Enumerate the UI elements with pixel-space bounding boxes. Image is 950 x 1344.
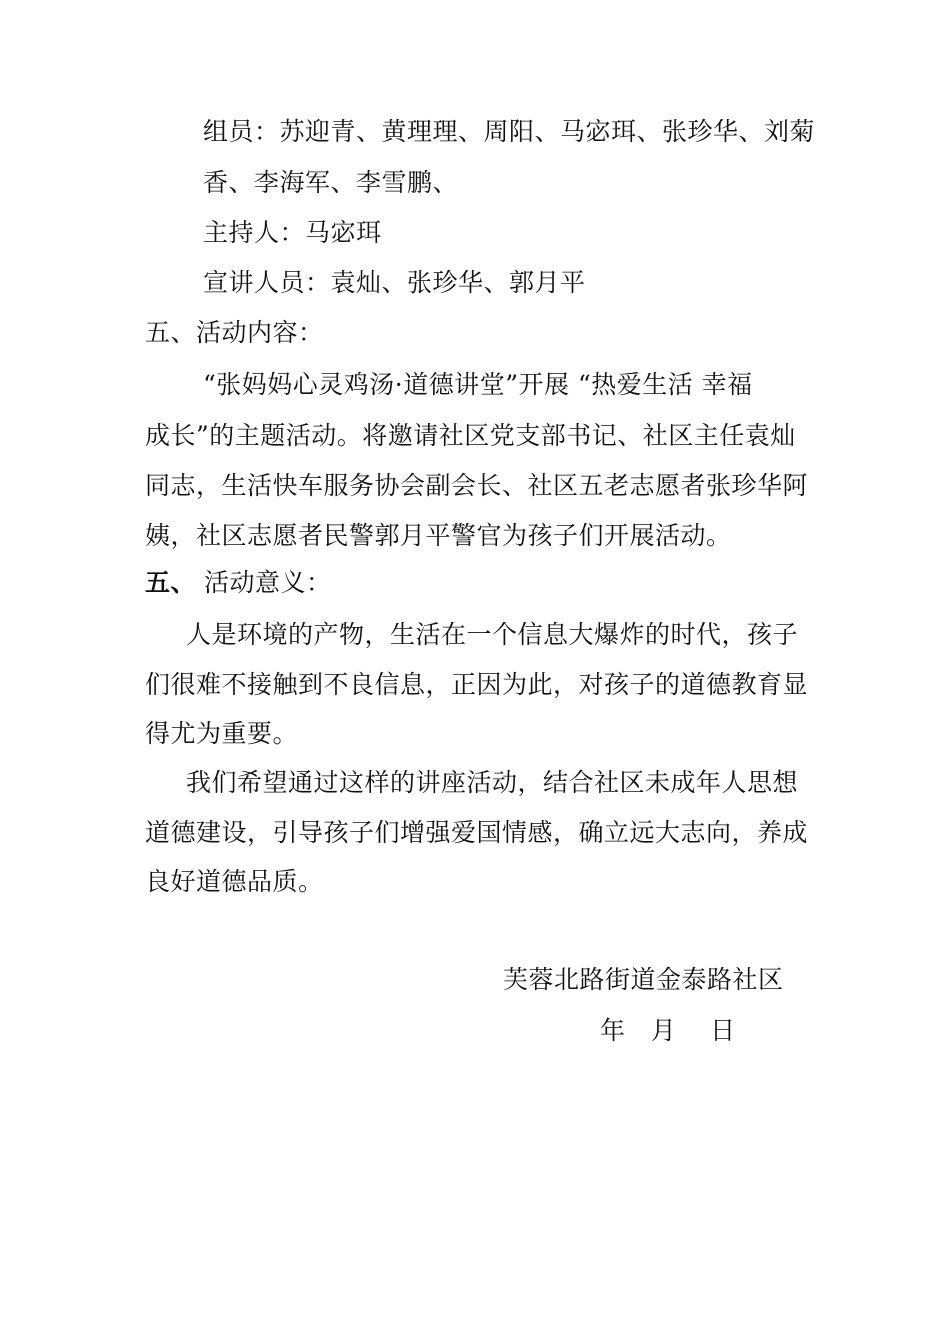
meaning-para1-line-3: 得尤为重要。 [145, 719, 299, 748]
section-meaning-title: 活动意义： [204, 568, 332, 597]
speakers-line: 宣讲人员：袁灿、张珍华、郭月平 [203, 268, 586, 297]
section-meaning-number: 五、 [145, 568, 197, 597]
host-line: 主持人：马宓珥 [203, 218, 382, 247]
meaning-para2-line-1: 我们希望通过这样的讲座活动，结合社区未成年人思想 [186, 768, 799, 797]
meaning-para1-line-2: 们很难不接触到不良信息，正因为此，对孩子的道德教育显 [145, 670, 809, 699]
content-line-3: 同志，生活快车服务协会副会长、社区五老志愿者张珍华阿 [145, 471, 809, 500]
section-meaning-heading [145, 567, 332, 599]
meaning-para1-line-1: 人是环境的产物，生活在一个信息大爆炸的时代，孩子 [186, 620, 799, 649]
content-line-2: 成长”的主题活动。将邀请社区党支部书记、社区主任袁灿 [145, 421, 796, 450]
members-line-1: 组员：苏迎青、黄理理、周阳、马宓珥、张珍华、刘菊 [203, 117, 816, 146]
members-line-2: 香、李海军、李雪鹏、 [203, 168, 459, 197]
content-line-1: “张妈妈心灵鸡汤·道德讲堂”开展 “热爱生活 幸福 [203, 370, 753, 399]
signature-date: 年 月 日 [600, 1016, 736, 1045]
meaning-para2-line-2: 道德建设，引导孩子们增强爱国情感，确立远大志向，养成 [145, 818, 809, 847]
meaning-para2-line-3: 良好道德品质。 [145, 867, 324, 896]
section-content-heading: 五、活动内容： [145, 318, 324, 347]
content-line-4: 姨，社区志愿者民警郭月平警官为孩子们开展活动。 [145, 521, 732, 550]
signature-organization: 芙蓉北路街道金泰路社区 [503, 965, 784, 994]
